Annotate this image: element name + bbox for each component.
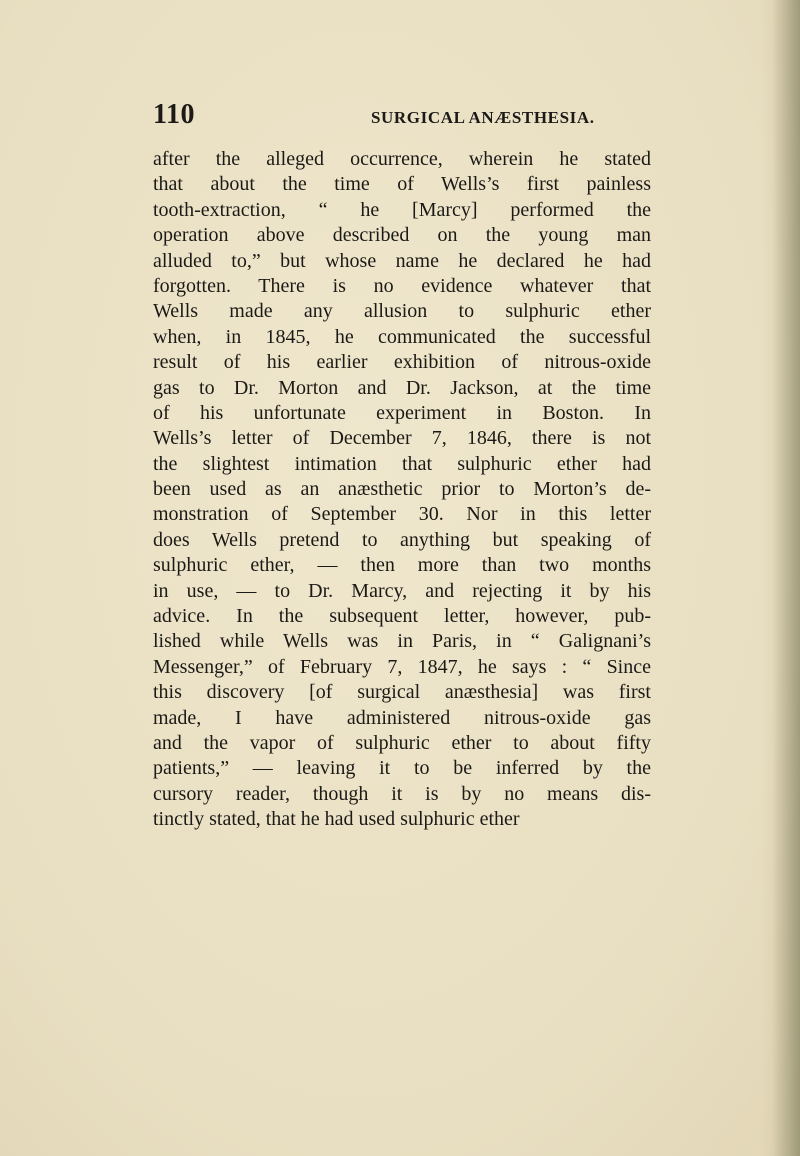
text-line: made, I have administered nitrous-oxide gas <box>153 706 651 729</box>
text-line: after the alleged occurrence, wherein he stated <box>153 148 651 170</box>
text-line: gas to Dr. Morton and Dr. Jackson, at the time <box>153 376 651 399</box>
text-line: tinctly stated, that he had used sulphuric ether <box>153 808 520 831</box>
text-line: the slightest intimation that sulphuric ether had <box>153 452 651 475</box>
text-line: Messenger,” of February 7, 1847, he says : “ Since <box>153 655 651 678</box>
text-line: cursory reader, though it is by no means dis- <box>153 782 651 805</box>
text-line: Wells made any allusion to sulphuric ether <box>153 300 651 323</box>
text-line: result of his earlier exhibition of nitrous-oxide <box>153 351 651 374</box>
running-head <box>153 99 651 139</box>
text-line: forgotten. There is no evidence whatever that <box>153 274 651 297</box>
text-line: when, in 1845, he communicated the successful <box>153 325 651 348</box>
page-edge-shadow <box>772 0 800 1156</box>
text-line: tooth-extraction, “ he [Marcy] performed the <box>153 198 651 221</box>
page-number: 110 <box>153 99 195 130</box>
text-line: this discovery [of surgical anæsthesia] was first <box>153 681 651 704</box>
text-line: that about the time of Wells’s first painless <box>153 173 651 196</box>
text-line: of his unfortunate experiment in Boston. In <box>153 401 651 424</box>
text-line: sulphuric ether, — then more than two months <box>153 554 651 577</box>
text-line: in use, — to Dr. Marcy, and rejecting it by his <box>153 579 651 602</box>
text-line: been used as an anæsthetic prior to Morton’s de- <box>153 478 651 501</box>
text-line: alluded to,” but whose name he declared he had <box>153 249 651 272</box>
body-paragraph <box>153 147 651 833</box>
text-line: Wells’s letter of December 7, 1846, there is not <box>153 427 651 450</box>
text-line: does Wells pretend to anything but speaking of <box>153 528 651 551</box>
running-head-title: SURGICAL ANÆSTHESIA. <box>371 108 595 127</box>
text-line: monstration of September 30. Nor in this letter <box>153 503 651 526</box>
text-line: and the vapor of sulphuric ether to about fifty <box>153 731 651 754</box>
text-line: patients,” — leaving it to be inferred by the <box>153 757 651 780</box>
text-line: lished while Wells was in Paris, in “ Galignani’s <box>153 630 651 653</box>
text-line: operation above described on the young man <box>153 224 651 247</box>
text-line: advice. In the subsequent letter, however, pub- <box>153 605 651 628</box>
